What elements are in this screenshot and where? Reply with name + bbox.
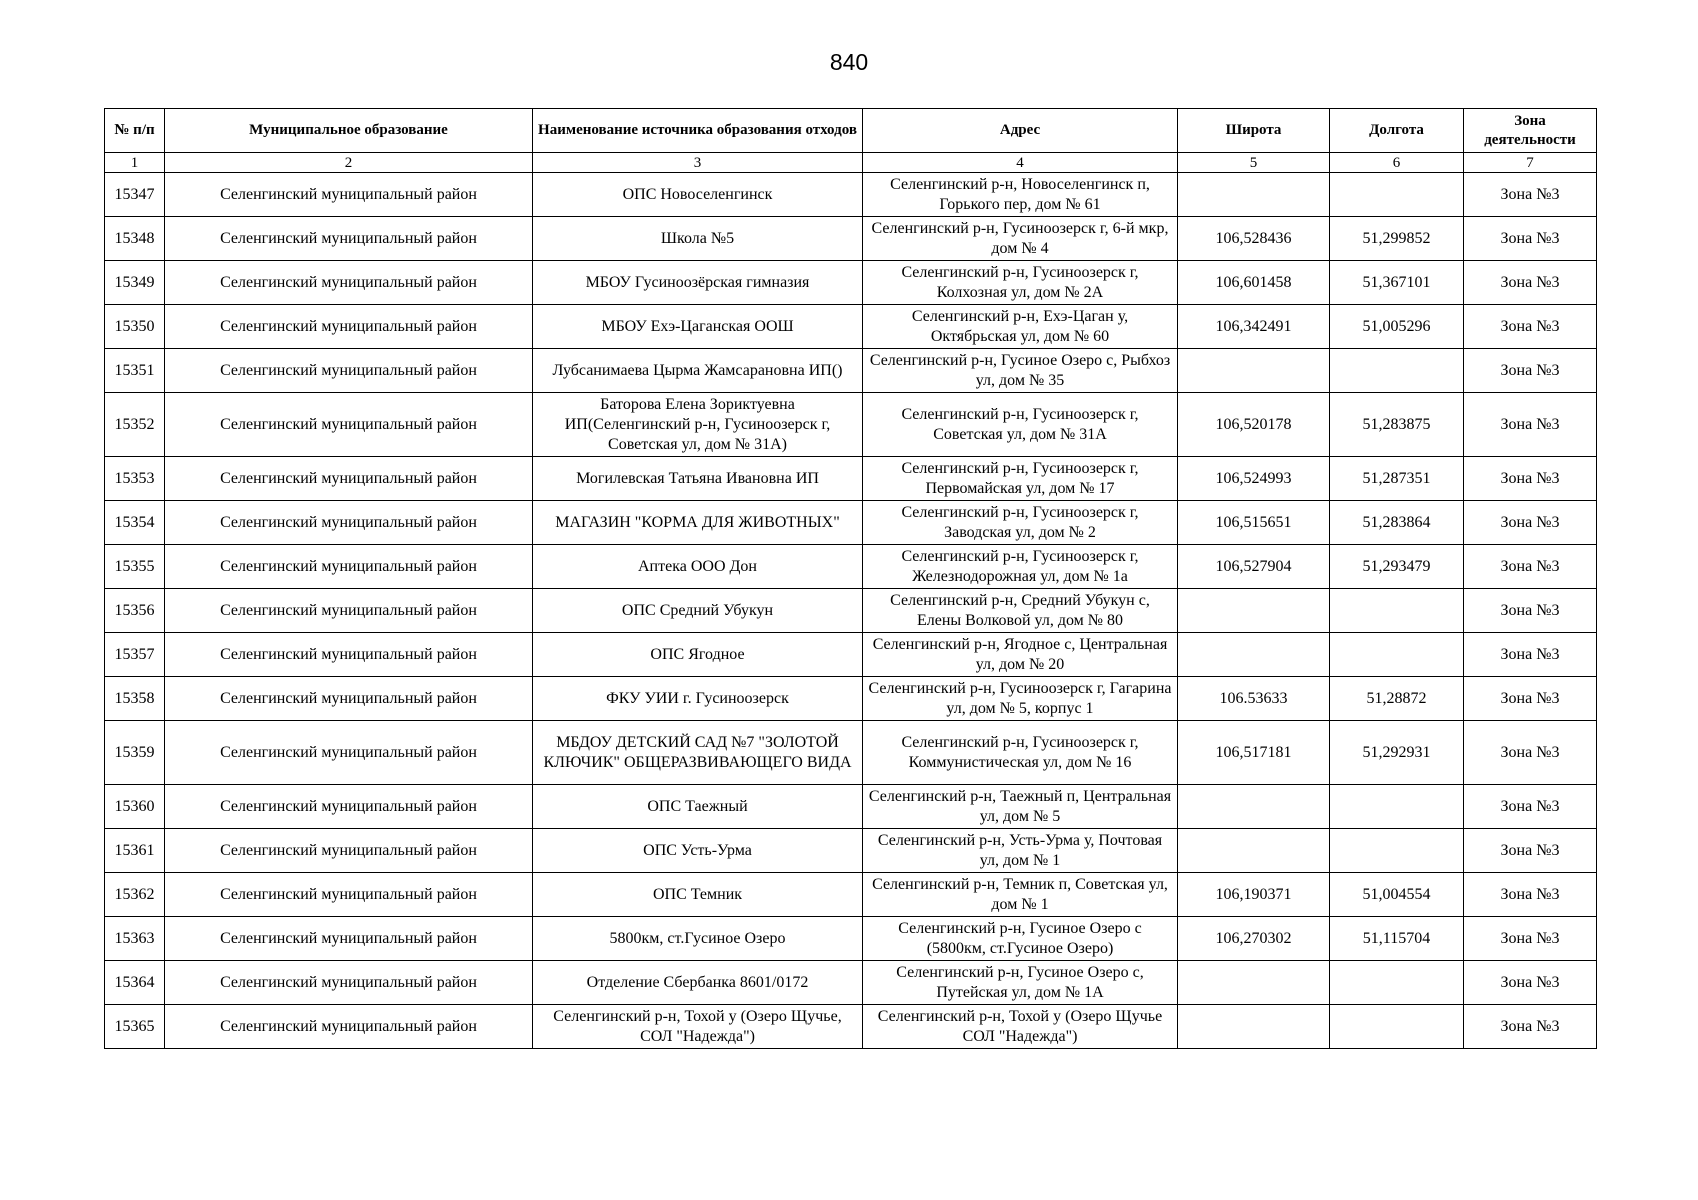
cell-municipality: Селенгинский муниципальный район	[165, 349, 533, 393]
cell-source-name: Лубсанимаева Цырма Жамсарановна ИП()	[533, 349, 863, 393]
cell-zone: Зона №3	[1464, 589, 1597, 633]
cell-row-number: 15350	[105, 305, 165, 349]
cell-latitude: 106,190371	[1178, 873, 1330, 917]
cell-latitude	[1178, 589, 1330, 633]
cell-source-name: Могилевская Татьяна Ивановна ИП	[533, 457, 863, 501]
table-row	[105, 457, 1597, 501]
cell-latitude	[1178, 961, 1330, 1005]
waste-sources-table	[104, 108, 1597, 1049]
cell-address: Селенгинский р-н, Новоселенгинск п, Горького пер, дом № 61	[863, 173, 1178, 217]
table-row	[105, 545, 1597, 589]
cell-longitude	[1330, 349, 1464, 393]
cell-municipality: Селенгинский муниципальный район	[165, 393, 533, 457]
page-number: 840	[829, 49, 869, 75]
cell-source-name: Отделение Сбербанка 8601/0172	[533, 961, 863, 1005]
cell-zone: Зона №3	[1464, 917, 1597, 961]
cell-longitude: 51,287351	[1330, 457, 1464, 501]
cell-longitude	[1330, 589, 1464, 633]
cell-row-number: 15348	[105, 217, 165, 261]
cell-address: Селенгинский р-н, Гусиное Озеро с, Путейская ул, дом № 1А	[863, 961, 1178, 1005]
cell-municipality: Селенгинский муниципальный район	[165, 173, 533, 217]
cell-address: Селенгинский р-н, Гусиноозерск г, Гагарина ул, дом № 5, корпус 1	[863, 677, 1178, 721]
cell-row-number: 15360	[105, 785, 165, 829]
cell-latitude: 106.53633	[1178, 677, 1330, 721]
header-municipality: Муниципальное образование	[165, 109, 533, 153]
column-number: 2	[165, 153, 533, 173]
cell-latitude: 106,515651	[1178, 501, 1330, 545]
cell-municipality: Селенгинский муниципальный район	[165, 785, 533, 829]
cell-latitude: 106,527904	[1178, 545, 1330, 589]
cell-address: Селенгинский р-н, Гусиноозерск г, Советская ул, дом № 31А	[863, 393, 1178, 457]
cell-row-number: 15354	[105, 501, 165, 545]
header-source-name: Наименование источника образования отходов	[533, 109, 863, 153]
table-row	[105, 501, 1597, 545]
header-longitude: Долгота	[1330, 109, 1464, 153]
cell-municipality: Селенгинский муниципальный район	[165, 873, 533, 917]
cell-zone: Зона №3	[1464, 173, 1597, 217]
cell-latitude	[1178, 349, 1330, 393]
cell-longitude: 51,299852	[1330, 217, 1464, 261]
column-number: 3	[533, 153, 863, 173]
cell-municipality: Селенгинский муниципальный район	[165, 589, 533, 633]
cell-municipality: Селенгинский муниципальный район	[165, 721, 533, 785]
cell-row-number: 15352	[105, 393, 165, 457]
cell-row-number: 15347	[105, 173, 165, 217]
cell-address: Селенгинский р-н, Гусиноозерск г, 6-й мкр, дом № 4	[863, 217, 1178, 261]
cell-municipality: Селенгинский муниципальный район	[165, 677, 533, 721]
table-row	[105, 261, 1597, 305]
cell-latitude: 106,270302	[1178, 917, 1330, 961]
column-number: 1	[105, 153, 165, 173]
cell-municipality: Селенгинский муниципальный район	[165, 1005, 533, 1049]
header-zone: Зона деятельности	[1464, 109, 1597, 153]
cell-address: Селенгинский р-н, Средний Убукун с, Елены Волковой ул, дом № 80	[863, 589, 1178, 633]
column-number: 4	[863, 153, 1178, 173]
cell-municipality: Селенгинский муниципальный район	[165, 633, 533, 677]
table-row	[105, 173, 1597, 217]
cell-row-number: 15365	[105, 1005, 165, 1049]
cell-source-name: ОПС Усть-Урма	[533, 829, 863, 873]
cell-longitude	[1330, 173, 1464, 217]
cell-zone: Зона №3	[1464, 217, 1597, 261]
cell-row-number: 15357	[105, 633, 165, 677]
cell-municipality: Селенгинский муниципальный район	[165, 545, 533, 589]
table-row	[105, 305, 1597, 349]
cell-zone: Зона №3	[1464, 829, 1597, 873]
table-row	[105, 917, 1597, 961]
cell-longitude: 51,004554	[1330, 873, 1464, 917]
cell-source-name: МБОУ Ехэ-Цаганская ООШ	[533, 305, 863, 349]
cell-source-name: Школа №5	[533, 217, 863, 261]
table-row	[105, 1005, 1597, 1049]
table-row	[105, 393, 1597, 457]
table-row	[105, 785, 1597, 829]
cell-municipality: Селенгинский муниципальный район	[165, 501, 533, 545]
cell-municipality: Селенгинский муниципальный район	[165, 457, 533, 501]
table-body	[105, 173, 1597, 1049]
cell-address: Селенгинский р-н, Ехэ-Цаган у, Октябрьская ул, дом № 60	[863, 305, 1178, 349]
cell-address: Селенгинский р-н, Гусиноозерск г, Первомайская ул, дом № 17	[863, 457, 1178, 501]
cell-longitude	[1330, 961, 1464, 1005]
cell-municipality: Селенгинский муниципальный район	[165, 961, 533, 1005]
cell-municipality: Селенгинский муниципальный район	[165, 261, 533, 305]
header-row	[105, 109, 1597, 153]
cell-latitude: 106,342491	[1178, 305, 1330, 349]
cell-municipality: Селенгинский муниципальный район	[165, 305, 533, 349]
cell-longitude: 51,283875	[1330, 393, 1464, 457]
cell-row-number: 15364	[105, 961, 165, 1005]
cell-latitude: 106,601458	[1178, 261, 1330, 305]
header-address: Адрес	[863, 109, 1178, 153]
cell-source-name: Селенгинский р-н, Тохой у (Озеро Щучье, СОЛ "Надежда")	[533, 1005, 863, 1049]
cell-zone: Зона №3	[1464, 1005, 1597, 1049]
cell-latitude	[1178, 1005, 1330, 1049]
cell-address: Селенгинский р-н, Гусиноозерск г, Колхозная ул, дом № 2А	[863, 261, 1178, 305]
cell-longitude: 51,115704	[1330, 917, 1464, 961]
table-row	[105, 217, 1597, 261]
cell-row-number: 15351	[105, 349, 165, 393]
cell-address: Селенгинский р-н, Усть-Урма у, Почтовая ул, дом № 1	[863, 829, 1178, 873]
cell-source-name: ОПС Новоселенгинск	[533, 173, 863, 217]
cell-zone: Зона №3	[1464, 261, 1597, 305]
column-number-row	[105, 153, 1597, 173]
table-row	[105, 721, 1597, 785]
table-row	[105, 589, 1597, 633]
cell-latitude: 106,517181	[1178, 721, 1330, 785]
table-row	[105, 349, 1597, 393]
cell-zone: Зона №3	[1464, 305, 1597, 349]
cell-source-name: ОПС Ягодное	[533, 633, 863, 677]
cell-longitude: 51,367101	[1330, 261, 1464, 305]
cell-longitude	[1330, 633, 1464, 677]
cell-row-number: 15363	[105, 917, 165, 961]
cell-row-number: 15353	[105, 457, 165, 501]
cell-zone: Зона №3	[1464, 785, 1597, 829]
cell-source-name: ФКУ УИИ г. Гусиноозерск	[533, 677, 863, 721]
cell-source-name: МАГАЗИН "КОРМА ДЛЯ ЖИВОТНЫХ"	[533, 501, 863, 545]
cell-latitude: 106,520178	[1178, 393, 1330, 457]
cell-address: Селенгинский р-н, Гусиное Озеро с, Рыбхоз ул, дом № 35	[863, 349, 1178, 393]
cell-longitude	[1330, 785, 1464, 829]
cell-source-name: Аптека ООО Дон	[533, 545, 863, 589]
cell-source-name: ОПС Таежный	[533, 785, 863, 829]
cell-address: Селенгинский р-н, Гусиноозерск г, Коммунистическая ул, дом № 16	[863, 721, 1178, 785]
cell-zone: Зона №3	[1464, 349, 1597, 393]
cell-longitude: 51,292931	[1330, 721, 1464, 785]
cell-source-name: Баторова Елена Зориктуевна ИП(Селенгинский р-н, Гусиноозерск г, Советская ул, дом № 31А)	[533, 393, 863, 457]
cell-zone: Зона №3	[1464, 633, 1597, 677]
cell-latitude	[1178, 633, 1330, 677]
cell-row-number: 15362	[105, 873, 165, 917]
table-row	[105, 961, 1597, 1005]
cell-source-name: ОПС Темник	[533, 873, 863, 917]
cell-zone: Зона №3	[1464, 961, 1597, 1005]
cell-address: Селенгинский р-н, Темник п, Советская ул, дом № 1	[863, 873, 1178, 917]
cell-municipality: Селенгинский муниципальный район	[165, 829, 533, 873]
cell-latitude: 106,524993	[1178, 457, 1330, 501]
table-row	[105, 677, 1597, 721]
cell-address: Селенгинский р-н, Тохой у (Озеро Щучье СОЛ "Надежда")	[863, 1005, 1178, 1049]
column-number: 6	[1330, 153, 1464, 173]
cell-source-name: ОПС Средний Убукун	[533, 589, 863, 633]
cell-municipality: Селенгинский муниципальный район	[165, 217, 533, 261]
cell-longitude	[1330, 829, 1464, 873]
cell-longitude: 51,28872	[1330, 677, 1464, 721]
cell-longitude	[1330, 1005, 1464, 1049]
cell-address: Селенгинский р-н, Гусиное Озеро с (5800км, ст.Гусиное Озеро)	[863, 917, 1178, 961]
cell-zone: Зона №3	[1464, 501, 1597, 545]
cell-longitude: 51,005296	[1330, 305, 1464, 349]
cell-row-number: 15358	[105, 677, 165, 721]
cell-latitude	[1178, 785, 1330, 829]
cell-zone: Зона №3	[1464, 393, 1597, 457]
cell-zone: Зона №3	[1464, 721, 1597, 785]
cell-source-name: МБОУ Гусиноозёрская гимназия	[533, 261, 863, 305]
cell-row-number: 15356	[105, 589, 165, 633]
cell-source-name: МБДОУ ДЕТСКИЙ САД №7 "ЗОЛОТОЙ КЛЮЧИК" ОБЩЕРАЗВИВАЮЩЕГО ВИДА	[533, 721, 863, 785]
cell-zone: Зона №3	[1464, 677, 1597, 721]
column-number: 5	[1178, 153, 1330, 173]
cell-longitude: 51,293479	[1330, 545, 1464, 589]
cell-longitude: 51,283864	[1330, 501, 1464, 545]
cell-address: Селенгинский р-н, Таежный п, Центральная ул, дом № 5	[863, 785, 1178, 829]
table-row	[105, 633, 1597, 677]
cell-address: Селенгинский р-н, Гусиноозерск г, Железнодорожная ул, дом № 1а	[863, 545, 1178, 589]
header-latitude: Широта	[1178, 109, 1330, 153]
cell-zone: Зона №3	[1464, 457, 1597, 501]
cell-latitude	[1178, 829, 1330, 873]
column-number: 7	[1464, 153, 1597, 173]
cell-address: Селенгинский р-н, Ягодное с, Центральная ул, дом № 20	[863, 633, 1178, 677]
cell-latitude	[1178, 173, 1330, 217]
cell-municipality: Селенгинский муниципальный район	[165, 917, 533, 961]
cell-address: Селенгинский р-н, Гусиноозерск г, Заводская ул, дом № 2	[863, 501, 1178, 545]
cell-latitude: 106,528436	[1178, 217, 1330, 261]
cell-source-name: 5800км, ст.Гусиное Озеро	[533, 917, 863, 961]
table-row	[105, 873, 1597, 917]
cell-row-number: 15355	[105, 545, 165, 589]
cell-row-number: 15361	[105, 829, 165, 873]
cell-zone: Зона №3	[1464, 873, 1597, 917]
cell-row-number: 15349	[105, 261, 165, 305]
cell-zone: Зона №3	[1464, 545, 1597, 589]
cell-row-number: 15359	[105, 721, 165, 785]
header-row-number: № п/п	[105, 109, 165, 153]
table-row	[105, 829, 1597, 873]
